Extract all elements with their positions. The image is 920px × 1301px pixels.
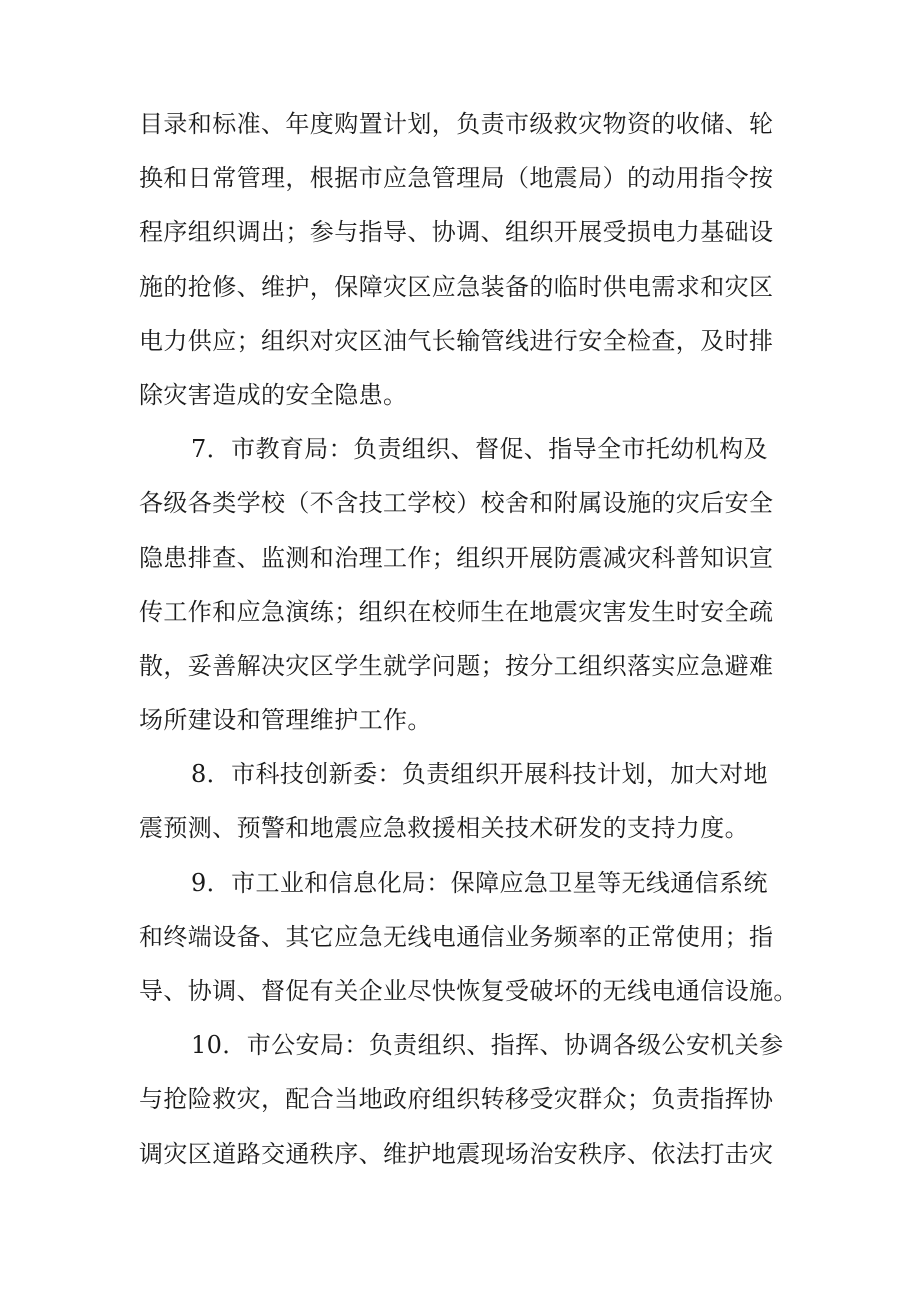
text-line: 各级各类学校（不含技工学校）校舍和附属设施的灾后安全 <box>139 489 774 518</box>
paragraph-start-line: 10．市公安局：负责组织、指挥、协调各级公安机关参 <box>191 1031 784 1060</box>
text-line: 除灾害造成的安全隐患。 <box>139 380 408 409</box>
document-body <box>139 97 798 1181</box>
text-line: 隐患排查、监测和治理工作；组织开展防震减灾科普知识宣 <box>139 543 774 572</box>
paragraph-start-line: 8．市科技创新委：负责组织开展科技计划，加大对地 <box>191 760 768 789</box>
text-line: 换和日常管理，根据市应急管理局（地震局）的动用指令按 <box>139 164 774 193</box>
text-line: 导、协调、督促有关企业尽快恢复受破坏的无线电通信设施。 <box>139 977 798 1005</box>
text-line: 震预测、预警和地震应急救援相关技术研发的支持力度。 <box>139 814 749 843</box>
text-line: 与抢险救灾，配合当地政府组织转移受灾群众；负责指挥协 <box>139 1085 774 1114</box>
text-line: 和终端设备、其它应急无线电通信业务频率的正常使用；指 <box>139 922 774 951</box>
text-line: 调灾区道路交通秩序、维护地震现场治安秩序、依法打击灾 <box>139 1139 774 1168</box>
paragraph-start-line: 9．市工业和信息化局：保障应急卫星等无线通信系统 <box>191 868 768 897</box>
text-line: 目录和标准、年度购置计划，负责市级救灾物资的收储、轮 <box>139 110 774 138</box>
text-line: 场所建设和管理维护工作。 <box>139 706 432 735</box>
paragraph-start-line: 7．市教育局：负责组织、督促、指导全市托幼机构及 <box>191 435 768 464</box>
text-line: 传工作和应急演练；组织在校师生在地震灾害发生时安全疏 <box>139 597 774 626</box>
text-line: 散，妥善解决灾区学生就学问题；按分工组织落实应急避难 <box>139 651 774 680</box>
text-line: 电力供应；组织对灾区油气长输管线进行安全检查，及时排 <box>139 326 774 355</box>
text-line: 程序组织调出；参与指导、协调、组织开展受损电力基础设 <box>139 218 774 247</box>
text-line: 施的抢修、维护，保障灾区应急装备的临时供电需求和灾区 <box>139 272 774 301</box>
